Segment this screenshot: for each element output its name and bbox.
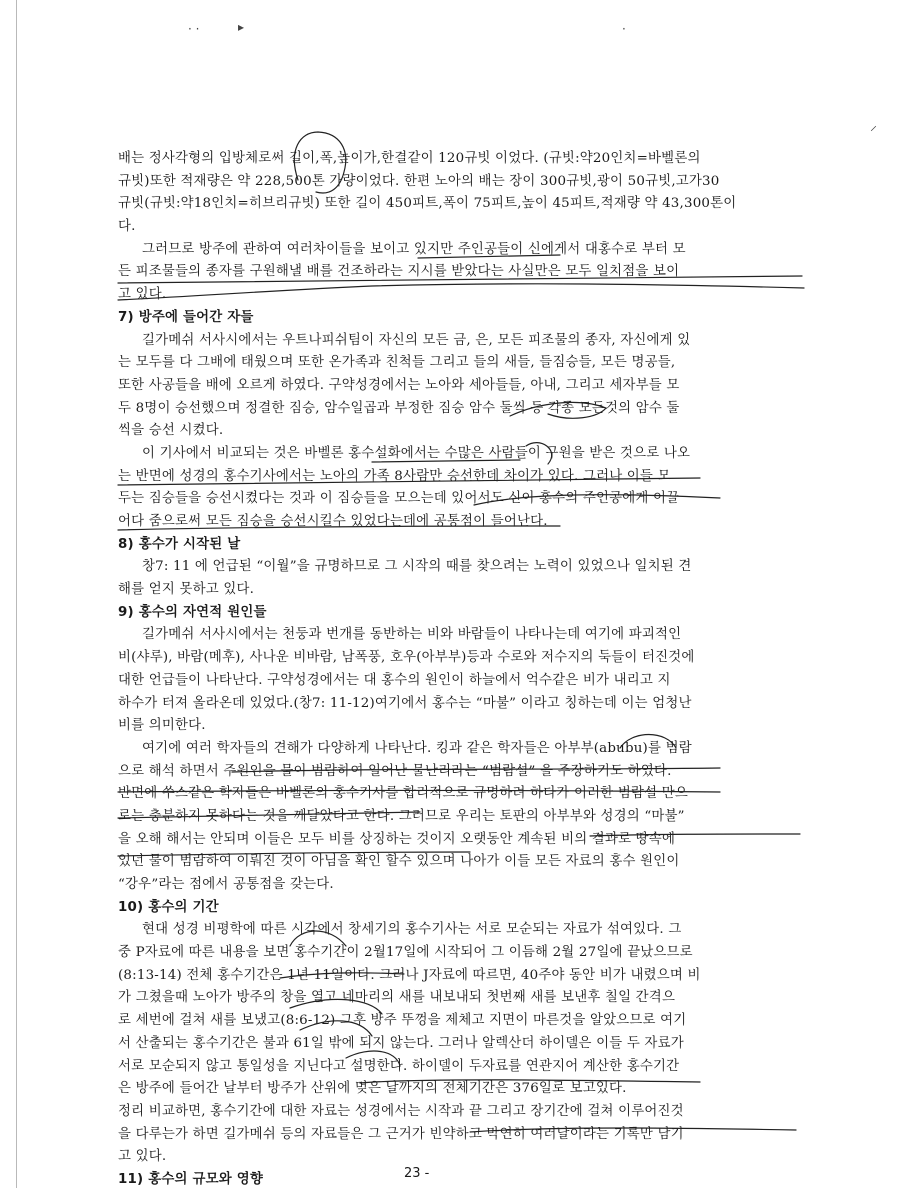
text-line: 을 다루는가 하면 길가메쉬 등의 자료들은 그 근거가 빈약하고 막연히 여러날이라는 기록만 남기 [118, 1126, 684, 1142]
scan-edge-line [16, 0, 17, 1188]
text-line: 고 있다. [118, 287, 167, 303]
section-heading: 8) 홍수가 시작된 날 [118, 536, 241, 552]
text-line: 대한 언급들이 나타난다. 구약성경에서는 대 홍수의 원인이 하늘에서 억수같은 비가 내리고 지 [118, 672, 671, 688]
text-line: 서로 모순되지 않고 통일성을 지닌다고 설명한다. 하이델이 두자료를 연관지어 계산한 홍수기간 [118, 1058, 680, 1074]
text-line: 두는 짐승들을 승선시켰다는 것과 이 짐승들을 모으는데 있어서도 신이 홍수의 주인공에게 이끌 [118, 491, 680, 507]
text-line: 로 세번에 걸쳐 새를 보냈고(8:6-12) 그후 방주 뚜껑을 제체고 지면이 마른것을 알았으므로 여기 [118, 1013, 687, 1029]
text-line: 서 산출되는 홍수기간은 불과 61일 밖에 되지 않는다. 그러나 알렉산더 하이델은 이들 두 자료가 [118, 1035, 684, 1051]
text-line: (8:13-14) 전체 홍수기간은 1년 11일이다. 그러나 J자료에 따르면, 40주야 동안 비가 내렸으며 비 [118, 967, 701, 983]
text-line: 있던 물이 범람하여 이뤄진 것이 아님을 확인 할수 있으며 나아가 이들 모든 자료의 홍수 원인이 [118, 854, 680, 870]
text-line: 씩을 승선 시켰다. [118, 423, 224, 439]
text-line: 길가메쉬 서사시에서는 우트나피쉬팀이 자신의 모든 금, 은, 모든 피조물의 종자, 자신에게 있 [142, 332, 691, 348]
text-line: 창7: 11 에 언급된 “이월”을 규명하므로 그 시작의 때를 찾으려는 노력이 있었으나 일치된 견 [142, 559, 692, 575]
text-line: 여기에 여러 학자들의 견해가 다양하게 나타난다. 킹과 같은 학자들은 아부부(abubu)를 범람 [142, 740, 692, 756]
section-heading: 11) 홍수의 규모와 영향 [118, 1171, 264, 1187]
scan-speck: · · [188, 22, 200, 36]
text-line: “강우”라는 점에서 공통점을 갖는다. [118, 877, 334, 892]
text-line: 로는 충분하지 못하다는 것을 깨달았다고 한다. 그러므로 우리는 토판의 아부부와 성경의 “마불” [118, 808, 685, 824]
text-line: 중 P자료에 따른 내용을 보면 홍수기간이 2월17일에 시작되어 그 이듬해 2월 27일에 끝났으므로 [118, 945, 693, 961]
text-line: 하수가 터져 올라온데 있었다.(창7: 11-12)여기에서 홍수는 “마불” 이라고 칭하는데 이는 엄청난 [118, 695, 692, 711]
scan-speck: ▸ [238, 20, 245, 34]
text-line: 규빗(규빗:약18인치=히브리규빗) 또한 길이 450피트,폭이 75피트,높이 45피트,적재량 약 43,300톤이 [118, 196, 737, 212]
text-line: 해를 얻지 못하고 있다. [118, 582, 255, 598]
text-line: 을 오해 해서는 안되며 이들은 모두 비를 상징하는 것이지 오랫동안 계속된 비의 결과로 땅속에 [118, 831, 676, 847]
text-line: 반면에 쑤스같은 학자들은 바벨론의 홍수기사를 합리적으로 규명하려 하다가 이러한 범람설 만으 [118, 786, 688, 802]
text-line: 어다 줌으로써 모든 짐승을 승선시킬수 있었다는데에 공통점이 들어난다. [118, 514, 548, 529]
text-line: 다. [118, 219, 136, 235]
text-line: 그러므로 방주에 관하여 여러차이들을 보이고 있지만 주인공들이 신에게서 대홍수로 부터 모 [142, 241, 686, 257]
text-line: 는 반면에 성경의 홍수기사에서는 노아의 가족 8사람만 승선한데 차이가 있다. 그러나 이들 모 [118, 468, 671, 484]
text-line: 이 기사에서 비교되는 것은 바벨론 홍수설화에서는 수많은 사람들이 구원을 받은 것으로 나오 [142, 445, 691, 461]
text-line: 정리 비교하면, 홍수기간에 대한 자료는 성경에서는 시작과 끝 그리고 장기간에 걸쳐 이루어진것 [118, 1103, 684, 1119]
section-heading: 7) 방주에 들어간 자들 [118, 309, 254, 325]
text-line: 는 모두를 다 그배에 태웠으며 또한 온가족과 친척들 그리고 들의 새들, 들짐승들, 모든 명공들, [118, 355, 676, 371]
text-line: 현대 성경 비평학에 따른 시각에서 창세기의 홍수기사는 서로 모순되는 자료가 섞여있다. 그 [142, 922, 682, 938]
section-heading: 9) 홍수의 자연적 원인들 [118, 604, 267, 620]
text-line: 비를 의미한다. [118, 718, 206, 734]
section-heading: 10) 홍수의 기간 [118, 899, 219, 915]
text-line: 또한 사공들을 배에 오르게 하였다. 구약성경에서는 노아와 세아들들, 아내, 그리고 세자부들 모 [118, 377, 680, 393]
scan-speck: · [622, 22, 626, 36]
text-line: 가 그쳤을때 노아가 방주의 창을 열고 네마리의 새를 내보내되 첫번째 새를 보낸후 칠일 간격으 [118, 990, 676, 1006]
text-line: 든 피조물들의 종자를 구원해낼 배를 건조하라는 지시를 받았다는 사실만은 모두 일치점을 보이 [118, 264, 680, 280]
text-line: 은 방주에 들어간 날부터 방주가 산위에 멎은 날까지의 전체기간은 376일로 보고있다. [118, 1081, 627, 1097]
text-line: 길가메쉬 서사시에서는 천둥과 번개를 동반하는 비와 바람들이 나타나는데 여기에 파괴적인 [142, 627, 682, 643]
scan-speck: ⸝ [870, 118, 877, 134]
page-number: 23 - [404, 1166, 430, 1181]
text-line: 비(샤루), 바람(메후), 사나운 비바람, 남폭풍, 호우(아부부)등과 수로와 저수지의 둑들이 터진것에 [118, 650, 695, 666]
document-body [118, 148, 806, 1192]
text-line: 배는 정사각형의 입방체로써 길이,폭,높이가,한결같이 120규빗 이었다. (규빗:약20인치=바벨론의 [118, 151, 701, 166]
text-line: 규빗)또한 적재량은 약 228,500톤 가량이었다. 한편 노아의 배는 장이 300규빗,광이 50규빗,고가30 [118, 173, 720, 189]
text-line: 고 있다. [118, 1149, 167, 1165]
text-line: 으로 해석 하면서 주원인을 물이 범람하여 일어난 물난리라는 “범람설” 을 주장하기도 하였다. [118, 763, 672, 779]
text-line: 두 8명이 승선했으며 정결한 짐승, 암수일곱과 부정한 짐승 암수 둘씩 등 각종 모든것의 암수 둘 [118, 400, 680, 416]
